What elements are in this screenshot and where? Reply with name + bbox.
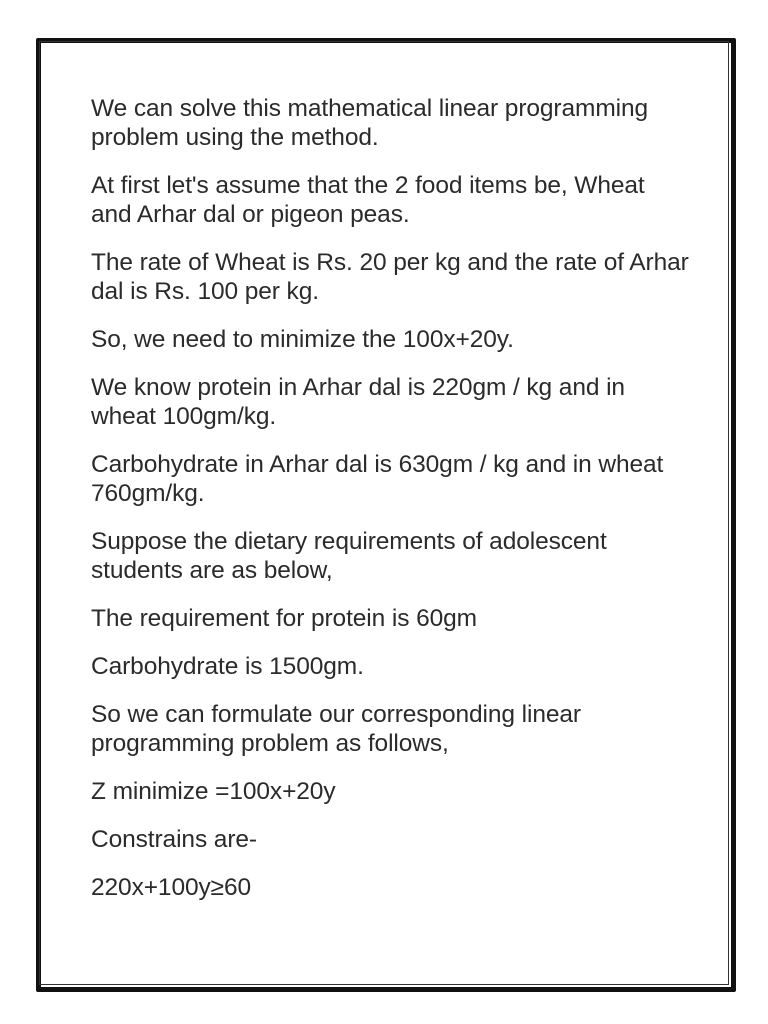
paragraph-constraint-1: 220x+100y≥60: [91, 874, 252, 901]
paragraph-dietary-requirements: Suppose the dietary requirements of adolescent students are as below,: [91, 528, 607, 584]
paragraph-protein-requirement: The requirement for protein is 60gm: [91, 605, 477, 632]
paragraph-protein: We know protein in Arhar dal is 220gm / kg and in wheat 100gm/kg.: [91, 374, 625, 430]
paragraph-food-items: At first let's assume that the 2 food items be, Wheat and Arhar dal or pigeon peas.: [91, 172, 645, 228]
paragraph-carbohydrate-requirement: Carbohydrate is 1500gm.: [91, 653, 364, 680]
paragraph-method: We can solve this mathematical linear programming problem using the method.: [91, 95, 649, 151]
paragraph-minimize: So, we need to minimize the 100x+20y.: [91, 326, 514, 353]
paragraph-rates: The rate of Wheat is Rs. 20 per kg and the rate of Arhar dal is Rs. 100 per kg.: [91, 249, 689, 305]
paragraph-formulate: So we can formulate our corresponding linear programming problem as follows,: [91, 701, 581, 757]
document-body: [91, 94, 691, 921]
paragraph-objective: Z minimize =100x+20y: [91, 778, 336, 805]
paragraph-constraints-heading: Constrains are-: [91, 826, 257, 853]
paragraph-carbohydrate: Carbohydrate in Arhar dal is 630gm / kg and in wheat 760gm/kg.: [91, 451, 664, 507]
